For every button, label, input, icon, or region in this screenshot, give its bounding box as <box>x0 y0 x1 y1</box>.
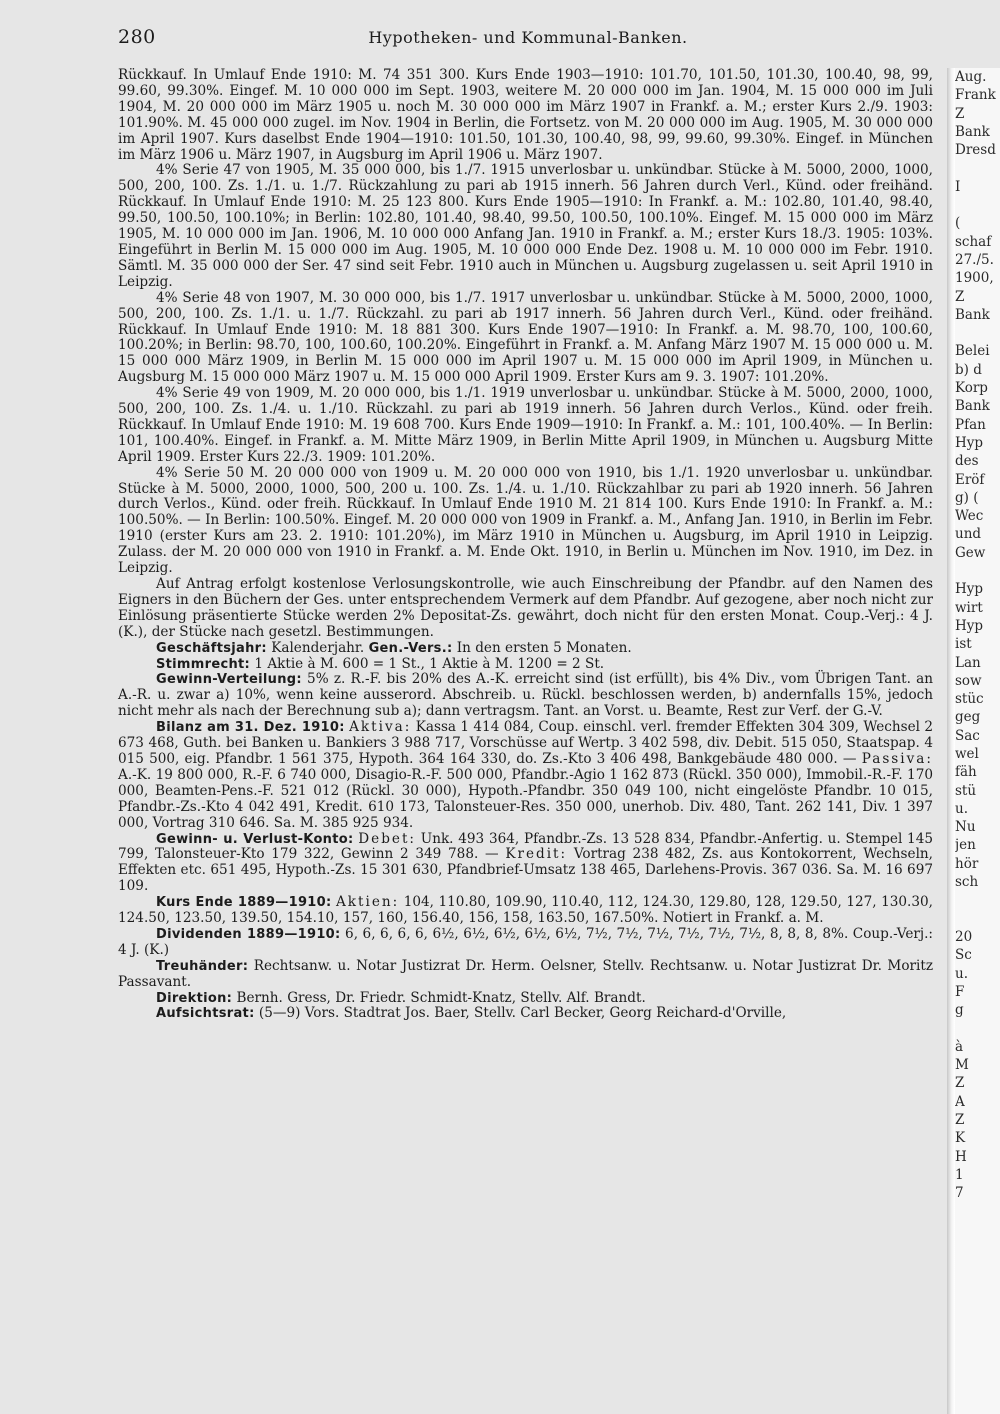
adjacent-page-line: Lan <box>955 654 981 671</box>
page-number: 280 <box>118 26 156 48</box>
paragraph-serie-50: 4% Serie 50 M. 20 000 000 von 1909 u. M. 20 000 000 von 1910, bis 1./1. 1920 unverlosbar u. unkündbar. Stücke à M. 5000, 2000, 1000, 500, 200 u. 100. Zs. 1./4. u. 1./10. Rückzahlbar zu pari ab 1920 innerh. 56 Jahren durch Verlos., Künd. oder freih. Rückkauf. In Umlauf Ende 1910 M. 21 814 100. Kurs Ende 1910: In Frankf. a. M.: 100.50%. — In Berlin: 100.50%. Eingef. M. 20 000 000 von 1909 in Frankf. a. M., Anfang Jan. 1910, in Berlin im Febr. 1910 (erster Kurs am 23. 2. 1910: 101.20%), im März 1910 in München u. Augsburg, im April 1910 in Leipzig. Zulass. der M. 20 000 000 von 1910 in Frankf. a. M. Ende Okt. 1910, in Berlin u. München im Nov. 1910, im Dez. in Leipzig. <box>118 464 933 577</box>
kredit-label: Kredit: <box>505 846 568 863</box>
adjacent-page-line <box>955 562 1000 580</box>
adjacent-page-line: F <box>955 983 965 1000</box>
gen-vers-label: Gen.-Vers.: <box>368 640 453 656</box>
aktien-label: Aktien: <box>335 894 400 911</box>
adjacent-page-line: Frank <box>955 87 996 104</box>
aufsichtsrat-label: Aufsichtsrat: <box>156 1006 255 1022</box>
adjacent-page-line: stüc <box>955 691 984 708</box>
adjacent-page-line: u. <box>955 800 968 817</box>
adjacent-page-line <box>955 324 1000 342</box>
adjacent-page-line: und <box>955 526 982 543</box>
adjacent-page-line: Hyp <box>955 434 984 451</box>
direktion-text: Bernh. Gress, Dr. Friedr. Schmidt-Knatz, Stellv. Alf. Brandt. <box>232 989 646 1006</box>
adjacent-page-line <box>955 1239 1000 1257</box>
paragraph-serie-47: 4% Serie 47 von 1905, M. 35 000 000, bis 1./7. 1915 unverlosbar u. unkündbar. Stücke à M. 5000, 2000, 1000, 500, 200, 100. Zs. 1./1. u. 1./7. Rückzahlung zu pari ab 1915 innerh. 56 Jahren durch Verl., Künd. oder freihänd. Rückkauf. In Umlauf Ende 1910: M. 25 123 800. Kurs Ende 1905—1910: In Frankf. a. M.: 102.80, 101.40, 98.40, 99.50, 100.50, 100.10%; in Berlin: 102.80, 101.40, 98.40, 99.50, 100.50, 100.10%. Eingef. M. 15 000 000 im März 1905, M. 10 000 000 im Jan. 1906, M. 10 000 000 Anfang Jan. 1910 in Frankf. a. M.; erster Kurs 18./3. 1905: 103%. Eingeführt in Berlin M. 15 000 000 im Aug. 1905, M. 10 000 000 Ende Dez. 1908 u. M. 10 000 000 im Febr. 1910. Sämtl. M. 35 000 000 der Ser. 47 sind seit Febr. 1910 auch in München u. Augsburg zugelassen u. seit April 1910 in Leipzig. <box>118 162 933 290</box>
gen-vers-text: In den ersten 5 Monaten. <box>452 639 632 656</box>
dividenden-label: Dividenden 1889—1910: <box>156 926 341 942</box>
adjacent-page-line: Z <box>955 105 965 122</box>
adjacent-page-line: Belei <box>955 343 990 360</box>
adjacent-page-line: Dresd <box>955 142 996 159</box>
adjacent-page-line: g) ( <box>955 489 979 506</box>
paragraph-serie-49: 4% Serie 49 von 1909, M. 20 000 000, bis 1./1. 1919 unverlosbar u. unkündbar. Stücke à M. 5000, 2000, 1000, 500, 200, 100. Zs. 1./4. u. 1./10. Rückzahl. zu pari ab 1919 innerh. 56 Jahren durch Verlos., Künd. oder freih. Rückkauf. In Umlauf Ende 1910: M. 19 608 700. Kurs Ende 1909—1910: In Frankf. a. M.: 101, 100.40%. — In Berlin: 101, 100.40%. Eingef. in Frankf. a. M. Mitte März 1909, in Berlin Mitte April 1909, in München u. Augsburg Mitte April 1909. Erster Kurs 22./3. 1909: 101.20%. <box>118 385 933 465</box>
adjacent-page-line: Z <box>955 1111 965 1128</box>
book-gutter <box>947 68 955 1414</box>
geschaeftsjahr-label: Geschäftsjahr: <box>156 640 267 656</box>
section-kurs <box>118 895 933 927</box>
passiva-text: A.-K. 19 800 000, R.-F. 6 740 000, Disagio-R.-F. 500 000, Pfandbr.-Agio 1 162 873 (Rückl. 350 000), Immobil.-R.-F. 170 000, Beamten-Pens.-F. 521 012 (Rückl. 30 000), Hypoth.-Pfandbr. 350 049 100, nicht eingelöste Pfandbr. 10 015, Pfandbr.-Zs.-Kto 4 042 491, Kredit. 610 173, Talonsteuer-Res. 350 000, unerhob. Div. 480, Tant. 262 141, Div. 1 397 000, Vortrag 310 646. Sa. M. 385 925 934. <box>118 766 933 831</box>
adjacent-page-line: Eröf <box>955 471 985 488</box>
aktiva-label: Aktiva: <box>349 719 412 736</box>
adjacent-page-line: Nu <box>955 819 976 836</box>
paragraph-verlosungskontrolle: Auf Antrag erfolgt kostenlose Verlosungskontrolle, wie auch Einschreibung der Pfandbr. auf den Namen des Eigners in den Büchern der Ges. unter entsprechendem Vermerk auf dem Pfandbr. Auf gezogene, aber noch nicht zur Einlösung präsentierte Stücke werden 2% Depositat-Zs. gewährt, doch nicht für den ersten Monat. Coup.-Verj.: 4 J. (K.), der Stücke nach gesetzl. Bestimmungen. <box>118 576 933 640</box>
section-dividenden <box>118 927 933 959</box>
adjacent-page-line: sch <box>955 874 979 891</box>
adjacent-page-line: hör <box>955 855 979 872</box>
adjacent-page-line: g <box>955 1002 964 1019</box>
body-text <box>118 68 933 1022</box>
running-title: Hypotheken- und Kommunal-Banken. <box>368 28 688 47</box>
adjacent-page-line: ( <box>955 215 961 232</box>
adjacent-page-line: b) d <box>955 361 982 378</box>
direktion-label: Direktion: <box>156 990 233 1006</box>
stimmrecht-text: 1 Aktie à M. 600 = 1 St., 1 Aktie à M. 1200 = 2 St. <box>250 655 605 672</box>
adjacent-page-line: u. <box>955 965 968 982</box>
section-treuhaender <box>118 959 933 991</box>
adjacent-page-line: geg <box>955 709 981 726</box>
adjacent-page-line: M <box>955 1057 969 1074</box>
stimmrecht-label: Stimmrecht: <box>156 656 251 672</box>
debet-label: Debet: <box>358 830 416 847</box>
adjacent-page-line: Hyp <box>955 617 984 634</box>
adjacent-page-line: Hyp <box>955 581 984 598</box>
adjacent-page-line: Bank <box>955 306 990 323</box>
adjacent-page-line: des <box>955 453 979 470</box>
adjacent-page-line: 1900, <box>955 270 994 287</box>
adjacent-page-line: Z <box>955 1075 965 1092</box>
adjacent-page-line <box>955 196 1000 214</box>
aktiva-text: Kassa 1 414 084, Coup. einschl. verl. fremder Effekten 304 309, Wechsel 2 673 468, Guth. bei Banken u. Bankiers 3 988 717, Vorschüsse auf Wertp. 3 402 598, div. Debit. 515 050, Staatspap. 4 015 500, eig. Pfandbr. 1 561 375, Hypoth. 364 164 330, do. Zs.-Kto 3 406 498, Bankgebäude 480 000. — <box>118 719 934 767</box>
debet-text: Unk. 493 364, Pfandbr.-Zs. 13 528 834, Pfandbr.-Anfertig. u. Stempel 145 799, Talonsteuer-Kto 179 322, Gewinn 2 349 788. — <box>118 830 934 863</box>
section-gewinn-verlust-konto <box>118 832 933 896</box>
paragraph-serie-48: 4% Serie 48 von 1907, M. 30 000 000, bis 1./7. 1917 unverlosbar u. unkündbar. Stücke à M. 5000, 2000, 1000, 500, 200, 100. Zs. 1./1. u. 1./7. Rückzahl. zu pari ab 1917 innerh. 56 Jahren durch Verl., Künd. oder freihänd. Rückkauf. In Umlauf Ende 1910: M. 18 881 300. Kurs Ende 1907—1910: In Frankf. a. M. 98.70, 100, 100.60, 100.20%; in Berlin: 98.70, 100, 100.60, 100.20%. Eingeführt in Frankf. a. M. Anfang März 1907 M. 15 000 000 u. M. 15 000 000 März 1909, in Berlin M. 15 000 000 im April 1907 u. M. 15 000 000 im April 1909, in München u. Augsburg M. 15 000 000 März 1907 u. M. 15 000 000 April 1909. Erster Kurs am 9. 3. 1907: 101.20%. <box>118 289 933 386</box>
section-gewinn-verteilung <box>118 672 933 720</box>
passiva-label: Passiva: <box>861 750 933 767</box>
paragraph-rueckkauf-ser46: Rückkauf. In Umlauf Ende 1910: M. 74 351 300. Kurs Ende 1903—1910: 101.70, 101.50, 101.30, 100.40, 98, 99, 99.60, 99.30%. Eingef. M. 10 000 000 im Sept. 1903, weitere M. 20 000 000 im Jan. 1904, M. 15 000 000 im Juli 1904, M. 20 000 000 im März 1905 u. noch M. 30 000 000 im März 1907 in Frankf. a. M.; erster Kurs 2./9. 1903: 101.90%. M. 45 000 000 zugel. im Nov. 1904 in Berlin, die Fortsetz. von M. 20 000 000 im Aug. 1905, M. 30 000 000 im April 1907. Kurs daselbst Ende 1904—1910: 101.50, 101.30, 100.40, 98, 99, 99.60, 99.30%. Eingef. in München im März 1906 u. März 1907, in Augsburg im April 1906 u. März 1907. <box>118 67 933 163</box>
adjacent-page-line <box>955 159 1000 177</box>
bilanz-label: Bilanz am 31. Dez. 1910: <box>156 720 345 736</box>
adjacent-page-line <box>955 1221 1000 1239</box>
adjacent-page-line: Gew <box>955 544 986 561</box>
section-bilanz <box>118 720 933 831</box>
kurs-label: Kurs Ende 1889—1910: <box>156 895 332 911</box>
adjacent-page-line: wel <box>955 745 979 762</box>
aufsichtsrat-text: (5—9) Vors. Stadtrat Jos. Baer, Stellv. Carl Becker, Georg Reichard-d'Orville, <box>254 1005 787 1022</box>
adjacent-page-fragment <box>955 68 1000 1414</box>
adjacent-page-line: Aug. <box>955 69 987 85</box>
treuhaender-label: Treuhänder: <box>156 958 249 974</box>
dividenden-text: 6, 6, 6, 6, 6, 6½, 6½, 6½, 6½, 6½, 7½, 7½, 7½, 7½, 7½, 7½, 8, 8, 8, 8%. Coup.-Verj.: 4 J. (K.) <box>118 925 933 958</box>
adjacent-page-line <box>955 1202 1000 1220</box>
adjacent-page-line: wirt <box>955 599 983 616</box>
adjacent-page-line: Pfan <box>955 416 986 433</box>
adjacent-page-line: jen <box>955 837 976 854</box>
section-aufsichtsrat <box>118 1006 933 1022</box>
adjacent-page-line: 7 <box>955 1185 964 1202</box>
adjacent-page-line: I <box>955 178 961 195</box>
page-header <box>118 26 938 56</box>
section-geschaeftsjahr <box>118 641 933 657</box>
adjacent-page-line: 27./5. <box>955 251 994 268</box>
adjacent-page-line <box>955 1257 1000 1275</box>
adjacent-page-line: K <box>955 1130 966 1147</box>
adjacent-page-line: 1 <box>955 1166 964 1183</box>
adjacent-page-line: Bank <box>955 123 990 140</box>
adjacent-page-line: A <box>955 1093 965 1110</box>
gewinn-verteilung-text: 5% z. R.-F. bis 20% des A.-K. erreicht sind (ist erfüllt), bis 4% Div., vom Übrigen Tant. an A.-R. u. zwar a) 10%, wenn keine ausserord. Abschreib. u. Rückl. beschlossen werden, b) andernfalls 15%, jedoch nicht mehr als nach der Berechnung sub a); dann vertragsm. Tant. an Vorst. u. Beamte, Rest zur Verf. der G.-V. <box>118 671 933 720</box>
adjacent-page-line: schaf <box>955 233 992 250</box>
gewinn-verteilung-label: Gewinn-Verteilung: <box>156 672 302 688</box>
adjacent-page-line: H <box>955 1148 967 1165</box>
adjacent-page-line: Wec <box>955 508 984 525</box>
adjacent-page-line: sow <box>955 672 982 689</box>
adjacent-page-line: Z <box>955 288 965 305</box>
guv-label: Gewinn- u. Verlust-Konto: <box>156 831 354 847</box>
adjacent-page-line: 20 <box>955 928 973 945</box>
section-direktion <box>118 991 933 1007</box>
adjacent-page-line: Sc <box>955 947 972 964</box>
adjacent-page-line: fäh <box>955 764 977 781</box>
treuhaender-text: Rechtsanw. u. Notar Justizrat Dr. Herm. Oelsner, Stellv. Rechtsanw. u. Notar Justizrat Dr. Moritz Passavant. <box>118 957 933 990</box>
adjacent-page-line <box>955 891 1000 909</box>
adjacent-page-line: ist <box>955 636 972 653</box>
kurs-text: 104, 110.80, 109.90, 110.40, 112, 124.30, 129.80, 128, 129.50, 127, 130.30, 124.50, 123.50, 139.50, 154.10, 157, 160, 156.40, 156, 158, 163.50, 167.50%. Notiert in Frankf. a. M. <box>118 894 933 927</box>
adjacent-page-line: à <box>955 1038 964 1055</box>
geschaeftsjahr-text: Kalenderjahr. <box>266 639 369 656</box>
adjacent-page-line <box>955 1019 1000 1037</box>
adjacent-page-line <box>955 910 1000 928</box>
adjacent-page-line: Sac <box>955 727 980 744</box>
adjacent-page-line: Bank <box>955 398 990 415</box>
kredit-text: Vortrag 238 482, Zs. aus Kontokorrent, Wechseln, Effekten etc. 651 495, Hypoth.-Zs. 15 301 630, Pfandbrief-Umsatz 138 465, Darlehens-Provis. 367 036. Sa. M. 16 697 109. <box>118 846 933 895</box>
adjacent-page-line: Korp <box>955 380 988 397</box>
adjacent-page-line: stü <box>955 782 977 799</box>
